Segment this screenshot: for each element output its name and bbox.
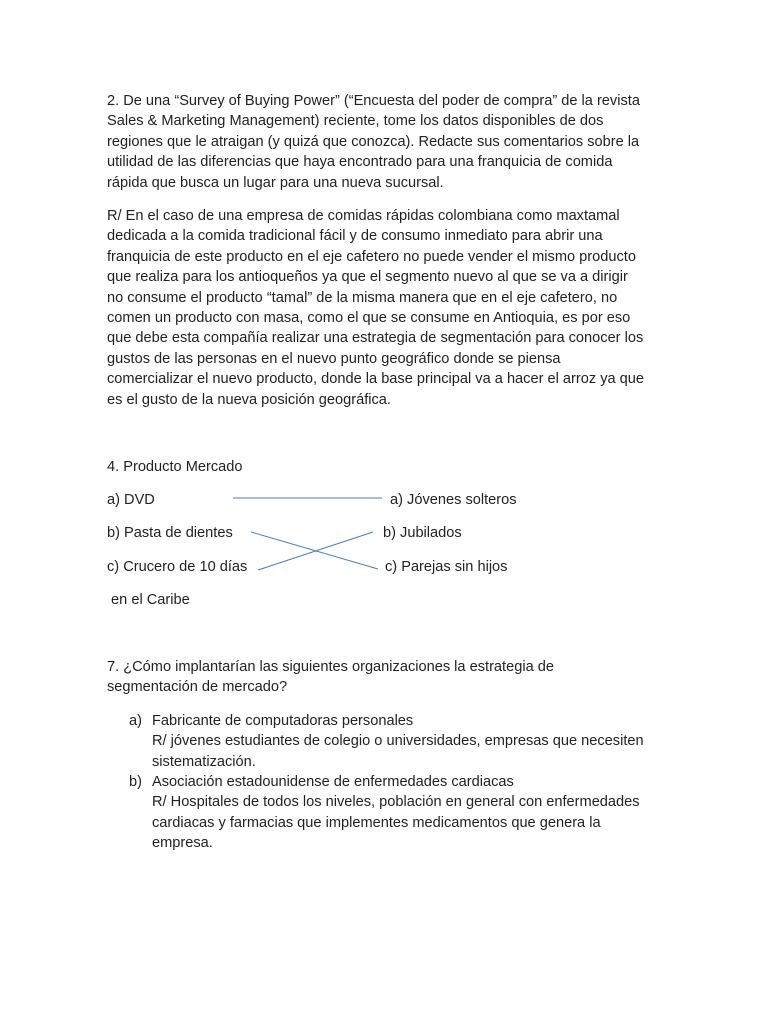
market-couples-no-children: c) Parejas sin hijos [385,559,508,575]
list-item-marker: a) [129,713,142,729]
text-line: dedicada a la comida tradicional fácil y de consumo inmediato para abrir una [107,228,603,245]
text-line: franquicia de este producto en el eje cafetero no puede vender el mismo producto [107,248,636,265]
text-line: R/ Hospitales de todos los niveles, población en general con enfermedades [152,794,640,811]
text-line: 2. De una “Survey of Buying Power” (“Encuesta del poder de compra” de la revista [107,93,640,109]
product-cruise-continued: en el Caribe [107,592,190,608]
text-line: sistematización. [152,753,256,770]
list-item-marker: b) [129,774,142,790]
product-cruise: c) Crucero de 10 días [107,559,248,575]
text-line: utilidad de las diferencias que haya encontrado para una franquicia de comida [107,154,613,171]
text-line: R/ En el caso de una empresa de comidas rápidas colombiana como maxtamal [107,208,620,224]
match-line-cruise [258,532,373,570]
text-line: Sales & Marketing Management) reciente, tome los datos disponibles de dos [107,113,604,130]
market-retirees: b) Jubilados [383,525,462,541]
text-line: que debe esta compañía realizar una estrategia de segmentación para conocer los [107,330,644,347]
match-line-toothpaste [251,532,378,569]
product-toothpaste: b) Pasta de dientes [107,525,233,541]
question-7-text [107,657,667,698]
question-4-title: 4. Producto Mercado [107,459,243,475]
text-line: gustos de las personas en el nuevo punto geográfico donde se piensa [107,350,561,367]
text-line: Asociación estadounidense de enfermedades cardiacas [152,774,514,790]
text-line: R/ jóvenes estudiantes de colegio o universidades, empresas que necesiten [152,733,644,750]
text-line: es el gusto de la nueva posición geográfica. [107,391,391,408]
list-item-body [152,711,644,772]
text-line: comen un producto con masa, como el que se consume en Antioquia, es por eso [107,310,631,327]
text-line: regiones que le atraigan (y quizá que conozca). Redacte sus comentarios sobre la [107,133,640,150]
text-line: que realiza para los antioqueños ya que el segmento nuevo al que se va a dirigir [107,269,628,286]
text-line: Fabricante de computadoras personales [152,713,414,729]
product-dvd: a) DVD [107,492,155,508]
list-item-body [152,772,640,854]
text-line: cardiacas y farmacias que implementes medicamentos que genera la [152,814,601,831]
text-line: rápida que busca un lugar para una nueva sucursal. [107,174,444,191]
text-line: empresa. [152,835,213,852]
text-line: no consume el producto “tamal” de la misma manera que en el eje cafetero, no [107,289,618,306]
market-young-singles: a) Jóvenes solteros [390,492,517,508]
text-line: comercializar el nuevo producto, donde la base principal va a hacer el arroz ya que [107,371,645,388]
text-line: segmentación de mercado? [107,679,288,696]
text-line: 7. ¿Cómo implantarían las siguientes organizaciones la estrategia de [107,659,554,675]
